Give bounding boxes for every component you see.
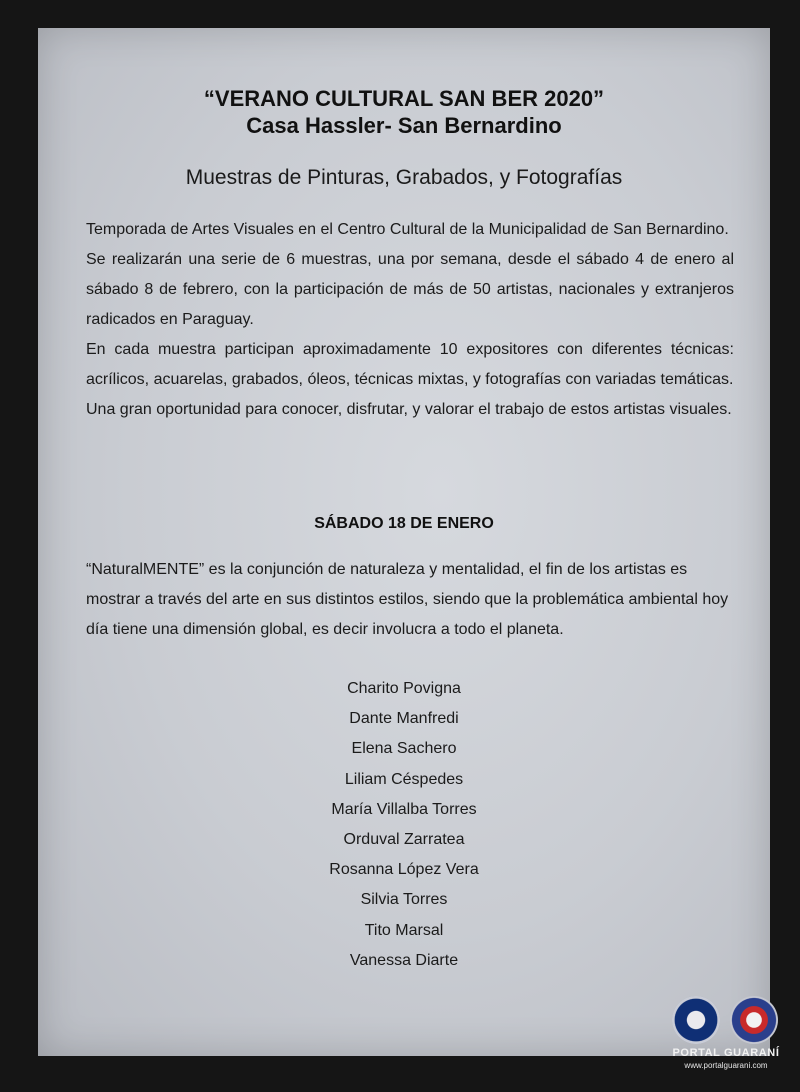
paragraph: Se realizarán una serie de 6 muestras, una por semana, desde el sábado 4 de enero al sábado 8 de febrero, con la participación de más de 50 artistas, nacionales y extranjeros radicados en Paraguay. bbox=[86, 251, 734, 328]
date-heading: SÁBADO 18 DE ENERO bbox=[314, 515, 494, 532]
paragraph: Temporada de Artes Visuales en el Centro Cultural de la Municipalidad de San Bernardino. bbox=[86, 221, 729, 238]
paragraph: En cada muestra participan aproximadamente 10 expositores con diferentes técnicas: acrílicos, acuarelas, grabados, óleos, técnicas mixtas, y fotografías con variadas temáticas. bbox=[86, 341, 734, 388]
poster-venue: Casa Hassler- San Bernardino bbox=[246, 113, 562, 138]
artist-name: Liliam Céspedes bbox=[344, 770, 464, 788]
artist-name: Silvia Torres bbox=[360, 891, 448, 909]
artist-name: Dante Manfredi bbox=[349, 710, 459, 728]
artist-name: Orduval Zarratea bbox=[343, 831, 465, 849]
artist-name: Elena Sachero bbox=[351, 740, 457, 758]
seal-emblem-icon bbox=[672, 996, 720, 1044]
artist-name: Charito Povigna bbox=[347, 680, 461, 697]
exhibition-intro bbox=[86, 555, 736, 645]
poster-subtitle: Muestras de Pinturas, Grabados, y Fotografías bbox=[185, 166, 623, 189]
poster-sheet bbox=[38, 28, 770, 1056]
portal-guarani-watermark bbox=[668, 996, 784, 1076]
artist-name: María Villalba Torres bbox=[331, 800, 477, 818]
poster-title: “VERANO CULTURAL SAN BER 2020” bbox=[203, 86, 605, 111]
paragraph: Una gran oportunidad para conocer, disfrutar, y valorar el trabajo de estos artistas visuales. bbox=[86, 401, 732, 418]
intro-text: “NaturalMENTE” es la conjunción de naturaleza y mentalidad, el fin de los artistas es mostrar a través del arte en sus distintos estilos, siendo que la problemática ambiental hoy día tiene una dimensión global, es decir involucra a todo el planeta. bbox=[86, 561, 729, 638]
artist-name: Tito Marsal bbox=[364, 921, 444, 939]
watermark-url: www.portalguarani.com bbox=[684, 1061, 768, 1070]
seal-flag-icon bbox=[730, 996, 778, 1044]
description-paragraphs bbox=[86, 215, 734, 425]
artist-list bbox=[38, 674, 770, 976]
watermark-brand: PORTAL GUARANÍ bbox=[672, 1047, 780, 1059]
artist-name: Vanessa Diarte bbox=[349, 951, 459, 969]
artist-name: Rosanna López Vera bbox=[329, 861, 479, 879]
